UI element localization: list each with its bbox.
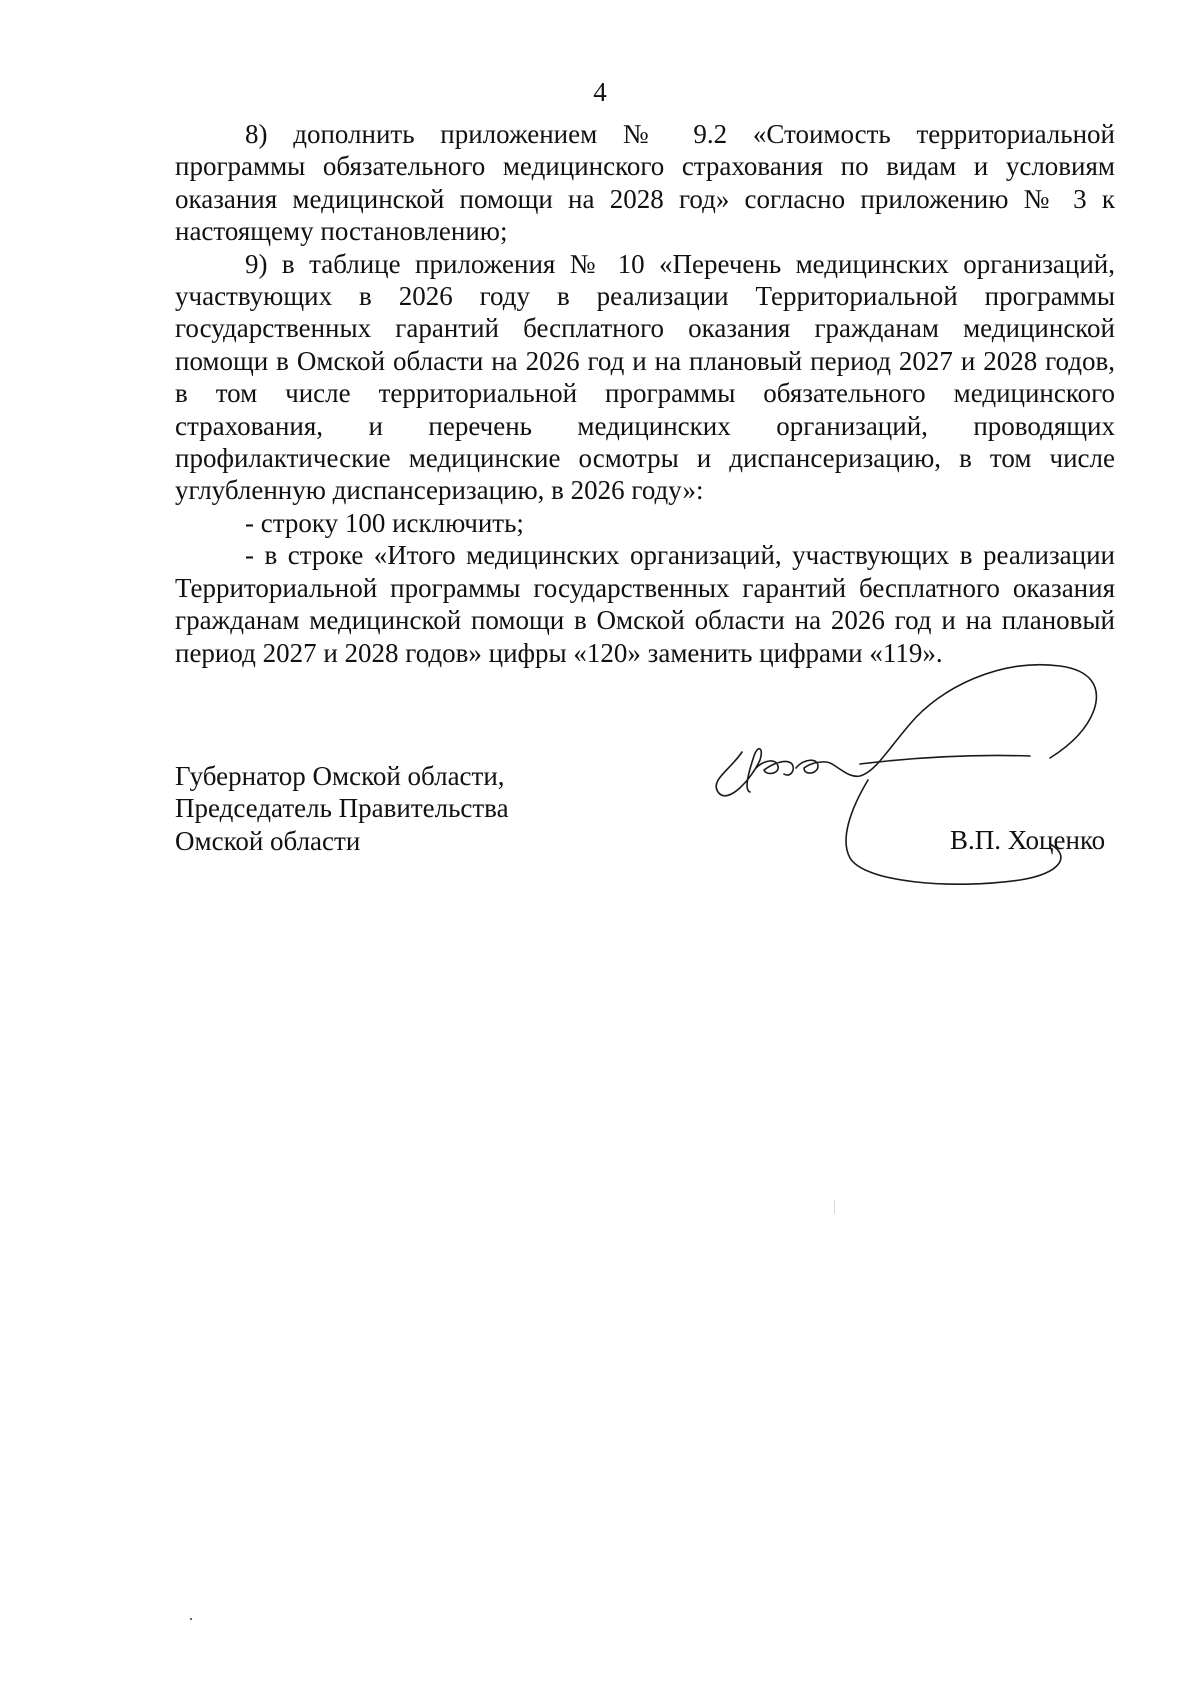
scan-artifact (834, 1200, 835, 1214)
signatory-title-line: Омской области (175, 825, 361, 856)
paragraph-item-8: 8) дополнить приложением № 9.2 «Стоимость территориальной программы обязательного медицинского страхования по видам и условиям оказания медицинской помощи на 2028 год» согласно приложению № 3 к настоящему постановлению; (175, 119, 1115, 247)
document-body (175, 118, 1115, 669)
paragraph-subitem-exclude-row: - строку 100 исключить; (245, 507, 524, 538)
page-number: 4 (593, 77, 607, 107)
paragraph-subitem-replace-total: - в строке «Итого медицинских организаций, участвующих в реализации Территориальной программы государственных гарантий бесплатного оказания гражданам медицинской помощи в Омской области на 2026 год и на плановый период 2027 и 2028 годов» цифры «120» заменить цифрами «119». (175, 540, 1115, 668)
paragraph-item-9: 9) в таблице приложения № 10 «Перечень медицинских организаций, участвующих в 2026 году в реализации Территориальной программы государственных гарантий бесплатного оказания гражданам медицинской помощи в Омской области на 2026 год и на плановый период 2027 и 2028 годов, в том числе территориальной программы обязательного медицинского страхования, и перечень медицинских организаций, проводящих профилактические медицинские осмотры и диспансеризацию, в том числе углубленную диспансеризацию, в 2026 году»: (175, 248, 1115, 506)
scan-artifact (190, 1618, 192, 1620)
signatory-name: В.П. Хоценко (950, 825, 1106, 855)
signatory-title-line: Председатель Правительства (175, 793, 509, 824)
signatory-title-line: Губернатор Омской области, (175, 761, 505, 791)
signatory-title (175, 760, 509, 857)
handwritten-signature (700, 660, 1160, 920)
